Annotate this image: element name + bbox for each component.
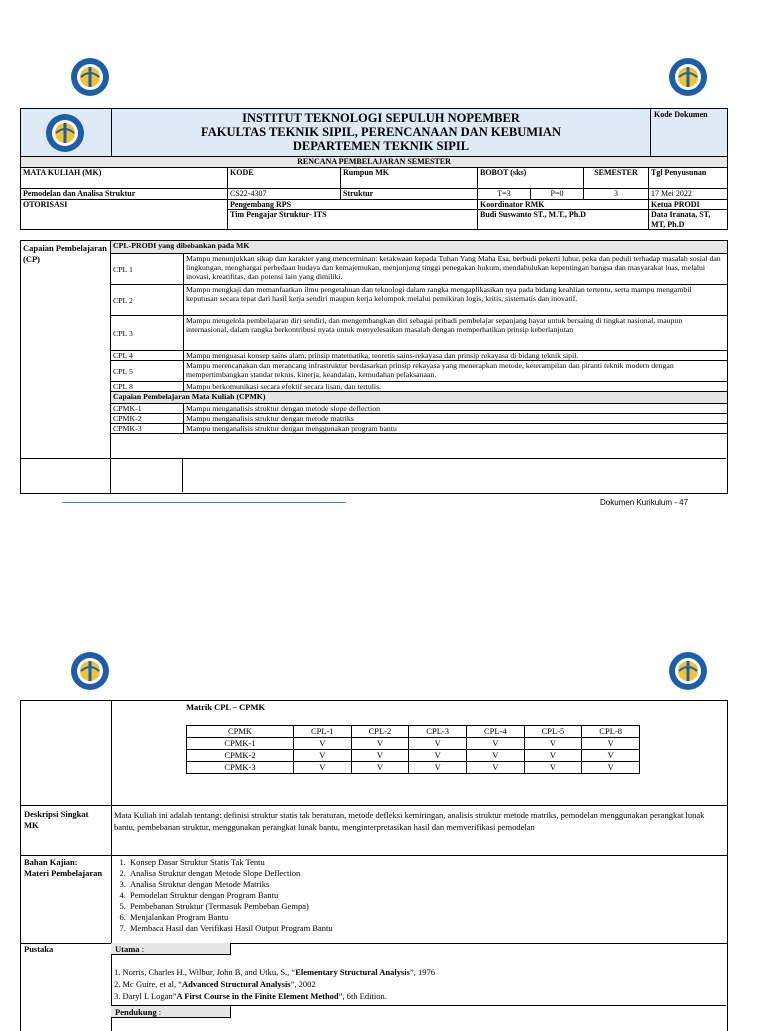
table-row — [187, 738, 640, 750]
matrix-header: CPL-3 — [409, 726, 467, 738]
course-info-table — [20, 156, 728, 230]
mk-rumpun: Struktur — [341, 189, 478, 200]
mk-kode: CS22-4307 — [228, 189, 341, 200]
matrix-cell: V — [582, 750, 640, 762]
matrix-cell: V — [524, 750, 582, 762]
ketua-value: Data Iranata, ST, MT, Ph.D — [649, 210, 728, 230]
cpl-code: CPL 3 — [111, 316, 184, 351]
footer-rule — [62, 502, 346, 503]
cpl-code: CPL 5 — [111, 361, 184, 382]
table-row — [111, 424, 728, 434]
list-item: 7. Membaca Hasil dan Verifikasi Hasil Output Program Bantu — [128, 923, 718, 934]
mk-name: Pemodelan dan Analisa Struktur — [21, 189, 228, 200]
cpl-code: CPL 4 — [111, 351, 184, 361]
ketua-label: Ketua PRODI — [649, 199, 728, 210]
cpmk-text: Mampu menganalisis struktur dengan metode matriks — [184, 414, 728, 424]
list-item: 1. Konsep Dasar Struktur Statis Tak Tentu — [128, 857, 718, 868]
matrix-cell: CPMK-1 — [187, 738, 294, 750]
matrix-cell: V — [466, 750, 524, 762]
its-logo-icon — [45, 113, 85, 153]
list-item — [114, 990, 714, 1002]
matrix-cell: CPMK-2 — [187, 750, 294, 762]
ref-authors: Norris, Charles H., Wilbur, John B, and Utku, S., “ — [122, 967, 296, 977]
matrix-cell: V — [466, 738, 524, 750]
pendukung-tab — [111, 1006, 231, 1018]
mk-tgl: 17 Mei 2022 — [649, 189, 728, 200]
divider — [111, 701, 112, 1031]
matrix-header: CPL-8 — [582, 726, 640, 738]
matrix-cell: V — [409, 750, 467, 762]
ref-title: A First Course in the Finite Element Method — [176, 991, 339, 1001]
list-item — [114, 966, 714, 978]
list-item: 3. Analisa Struktur dengan Metode Matriks — [128, 879, 718, 890]
reference-list — [114, 966, 714, 1002]
table-row — [111, 254, 728, 285]
matrix-cell: CPMK-3 — [187, 762, 294, 774]
ref-number: 1. — [114, 967, 121, 977]
pengembang-value: Tim Pengajar Struktur- ITS — [228, 210, 478, 230]
matrix-cell: V — [351, 738, 409, 750]
ref-authors: Mc Guire, et al, “ — [122, 979, 182, 989]
cpmk-code: CPMK-2 — [111, 414, 184, 424]
cpl-text: Mampu mengkaji dan memanfaatkan ilmu pengetahuan dan teknologi dalam rangka mengaplikasikan nya pada bidang keahlian tertentu, serta mampu mengambil keputusan secara tepat dari hasil kerja sendiri maupun kerja kelompok melalui pemikiran logis, kritis, sistematis dan inovatif. — [184, 285, 728, 316]
cpmk-code: CPMK-3 — [111, 424, 184, 434]
mk-semester: 3 — [584, 189, 649, 200]
deskripsi-label: Deskripsi Singkat MK — [24, 809, 89, 830]
ref-year: ”, 6th Edition. — [338, 991, 387, 1001]
koordinator-label: Koordinator RMK — [478, 199, 649, 210]
kode-dokumen-label: Kode Dokumen — [650, 109, 727, 157]
ref-title: Advanced Structural Analysis — [181, 979, 291, 989]
matrix-header: CPL-4 — [466, 726, 524, 738]
institution-name: INSTITUT TEKNOLOGI SEPULUH NOPEMBER — [242, 111, 520, 125]
cpl-header: CPL-PRODI yang dibebankan pada MK — [111, 241, 728, 254]
matrix-header: CPL-5 — [524, 726, 582, 738]
matrix-header: CPMK — [187, 726, 294, 738]
bahan-label: Bahan Kajian: Materi Pembelajaran — [24, 857, 103, 878]
cpl-code: CPL 2 — [111, 285, 184, 316]
matrix-header: CPL-2 — [351, 726, 409, 738]
list-item: 5. Pembebanan Struktur (Termasuk Pembeban Gempa) — [128, 901, 718, 912]
cpl-code: CPL 8 — [111, 382, 184, 392]
cpl-text: Mampu menguasai konsep sains alam, prinsip matematika, teoretis sains-rekayasa dan prinsip rekayasa di bidang teknik sipil. — [184, 351, 728, 361]
its-logo-icon — [668, 57, 708, 97]
institution-title — [112, 109, 650, 159]
divider — [20, 458, 726, 459]
header-logo-cell — [21, 109, 112, 157]
col-rumpun: Rumpun MK — [341, 168, 478, 189]
matrix-cell: V — [466, 762, 524, 774]
divider — [21, 805, 727, 806]
list-item: 4. Pemodelan Struktur dengan Program Bantu — [128, 890, 718, 901]
koordinator-value: Budi Suswanto ST., M.T., Ph.D — [478, 210, 649, 230]
its-logo-icon — [668, 651, 708, 691]
cpl-text: Mampu mengelola pembelajaran diri sendiri, dan mengembangkan diri sebagai pribadi pembelajar sepanjang hayat untuk bersaing di tingkat nasional, maupun internasional, dalam rangka berkontribusi nyata untuk menyelesaikan masalah dengan memperhatikan prinsip keberlanjutan — [184, 316, 728, 351]
ref-number: 2. — [114, 979, 121, 989]
pengembang-label: Pengembang RPS — [228, 199, 478, 210]
ref-year: ”, 1976 — [409, 967, 435, 977]
col-semester: SEMESTER — [584, 168, 649, 189]
table-row — [187, 750, 640, 762]
utama-colon: : — [139, 944, 145, 954]
cp-label: Capaian Pembelajaran (CP) — [23, 243, 107, 264]
matrix-cell: V — [582, 762, 640, 774]
document-header — [20, 108, 728, 158]
utama-label: Utama — [115, 944, 140, 954]
utama-tab — [111, 943, 231, 955]
pendukung-colon: : — [156, 1007, 162, 1017]
matrix-cell: V — [409, 738, 467, 750]
matrix-cell: V — [351, 750, 409, 762]
divider — [182, 458, 183, 492]
rps-title: RENCANA PEMBELAJARAN SEMESTER — [21, 157, 728, 168]
matrix-title: Matrik CPL – CPMK — [186, 702, 266, 712]
page-footer: Dokumen Kurikulum - 47 — [600, 498, 689, 507]
list-item: 2. Analisa Struktur dengan Metode Slope Deflection — [128, 868, 718, 879]
table-row — [111, 316, 728, 351]
table-row — [111, 285, 728, 316]
cpmk-text: Mampu menganalisis struktur dengan metode slope deflection — [184, 404, 728, 414]
matrix-cell: V — [294, 738, 352, 750]
cpmk-header: Capaian Pembelajaran Mata Kuliah (CPMK) — [111, 392, 728, 404]
table-row — [111, 404, 728, 414]
cpl-table — [110, 240, 728, 434]
matrix-cell: V — [351, 762, 409, 774]
matrix-cell: V — [524, 738, 582, 750]
ref-authors: Daryl L Logan” — [122, 991, 177, 1001]
its-logo-icon — [70, 651, 110, 691]
otorisasi-label: OTORISASI — [21, 199, 228, 230]
ref-year: ”, 2002 — [290, 979, 316, 989]
table-row — [111, 361, 728, 382]
cpl-text: Mampu berkomunikasi secara efektif secara lisan, dan tertulis. — [184, 382, 728, 392]
department-name: DEPARTEMEN TEKNIK SIPIL — [292, 139, 470, 153]
divider — [21, 855, 727, 856]
matrix-cell: V — [409, 762, 467, 774]
cpmk-code: CPMK-1 — [111, 404, 184, 414]
table-row — [111, 351, 728, 361]
pendukung-label: Pendukung — [115, 1007, 157, 1017]
cpl-text: Mampu merencanakan dan merancang infrastruktur berdasarkan prinsip rekayasa yang menerapkan metode, keterampilan dan piranti teknik modern dengan mempertimbangkan standar teknis, kinerja, keandalan, kemudahan pelaksanaan. — [184, 361, 728, 382]
matrix-cell: V — [524, 762, 582, 774]
cpmk-text: Mampu menganalisis struktur dengan menggunakan program bantu — [184, 424, 728, 434]
deskripsi-text: Mata Kuliah ini adalah tentang: definisi struktur statis tak beraturan, metode defleksi kemiringan, analisis struktur metode matriks, pemodelan menggunakan perangkat lunak bantu, pembebanan struktur, menggunakan perangkat lunak bantu, menginterpretasikan hasil dan memverifikasi pemodelan — [114, 810, 705, 832]
list-item — [114, 978, 714, 990]
pustaka-label: Pustaka — [24, 944, 54, 954]
mk-bobot-p: P=0 — [531, 189, 584, 200]
table-row — [111, 414, 728, 424]
cpl-text: Mampu menunjukkan sikap dan karakter yang mencerminan: ketakwaan kepada Tuhan Yang Maha Esa, berbudi pekerti luhur, peka dan peduli terhadap masalah sosial dan lingkungan, menghargai perbedaan budaya dan kemajemukan, menjunjung tinggi penegakan hukum, mendahulukan kepentingan bangsa dan masyarakat luas, melalui inovasi, kreatifitas, dan potensi lain yang dimiliki. — [184, 254, 728, 285]
matrix-cell: V — [582, 738, 640, 750]
col-mata-kuliah: MATA KULIAH (MK) — [21, 168, 228, 189]
mk-bobot-t: T=3 — [478, 189, 531, 200]
its-logo-icon — [70, 57, 110, 97]
faculty-name: FAKULTAS TEKNIK SIPIL, PERENCANAAN DAN KEBUMIAN — [200, 125, 561, 139]
table-row — [111, 382, 728, 392]
matrix-header: CPL-1 — [294, 726, 352, 738]
col-kode: KODE — [228, 168, 341, 189]
ref-title: Elementary Structural Analysis — [295, 967, 410, 977]
matrix-cell: V — [294, 762, 352, 774]
bahan-list — [114, 857, 718, 934]
ref-number: 3. — [114, 991, 121, 1001]
list-item: 6. Menjalankan Program Bantu — [128, 912, 718, 923]
table-row — [187, 762, 640, 774]
matrix-cell: V — [294, 750, 352, 762]
col-bobot: BOBOT (sks) — [478, 168, 584, 189]
cpl-cpmk-matrix — [186, 725, 640, 774]
cpl-code: CPL 1 — [111, 254, 184, 285]
col-tgl: Tgl Penyusunan — [649, 168, 728, 189]
